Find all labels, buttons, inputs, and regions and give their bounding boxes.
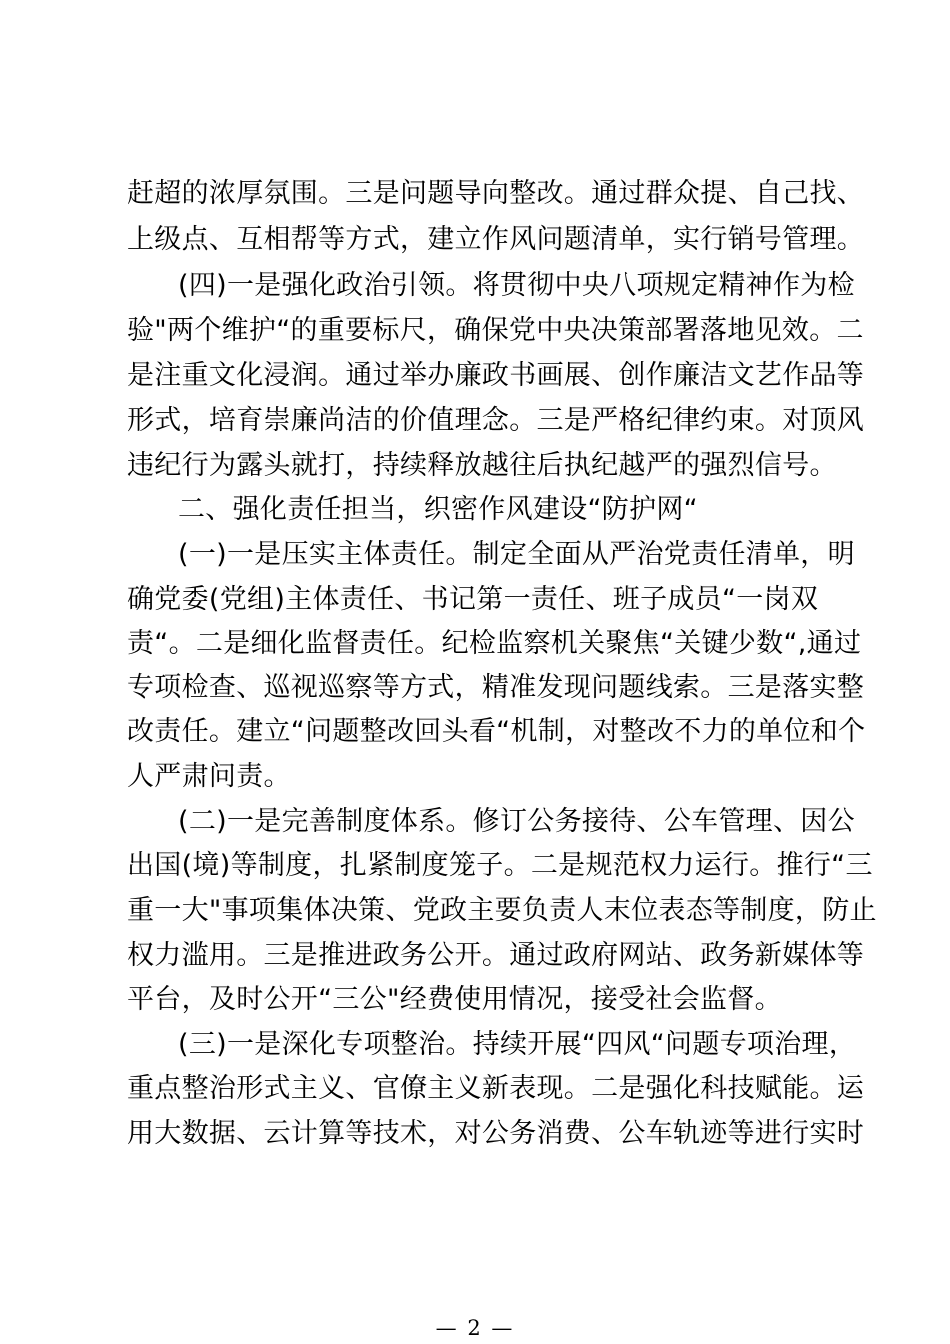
text-line: 形式，培育崇廉尚洁的价值理念。三是严格纪律约束。对顶风 [127, 405, 865, 436]
text-line: 专项检查、巡视巡察等方式，精准发现问题线索。三是落实整 [127, 672, 865, 703]
text-line: 改责任。建立“问题整改回头看“机制，对整改不力的单位和个 [127, 716, 866, 747]
text-line: 上级点、互相帮等方式，建立作风问题清单，实行销号管理。 [127, 224, 865, 255]
text-line: 重点整治形式主义、官僚主义新表现。二是强化科技赋能。运 [127, 1073, 865, 1104]
page-number: — 2 — [435, 1316, 515, 1340]
paragraph-start-line: (四)一是强化政治引领。将贯彻中央八项规定精神作为检 [178, 270, 855, 301]
text-line: 出国(境)等制度，扎紧制度笼子。二是规范权力运行。推行“三 [127, 850, 873, 881]
paragraph-start-line: (一)一是压实主体责任。制定全面从严治党责任清单，明 [178, 539, 855, 570]
text-line: 用大数据、云计算等技术，对公务消费、公车轨迹等进行实时 [127, 1118, 865, 1149]
text-line: 人严肃问责。 [127, 761, 291, 792]
text-line: 责“。二是细化监督责任。纪检监察机关聚焦“关键少数“,通过 [127, 628, 862, 659]
text-line: 验"两个维护“的重要标尺，确保党中央决策部署落地见效。二 [127, 315, 864, 346]
text-line: 是注重文化浸润。通过举办廉政书画展、创作廉洁文艺作品等 [127, 360, 865, 391]
section-heading: 二、强化责任担当，织密作风建设“防护网“ [178, 494, 698, 525]
text-line: 赶超的浓厚氛围。三是问题导向整改。通过群众提、自己找、 [127, 178, 865, 209]
paragraph-start-line: (二)一是完善制度体系。修订公务接待、公车管理、因公 [178, 806, 855, 837]
text-line: 违纪行为露头就打，持续释放越往后执纪越严的强烈信号。 [127, 450, 837, 481]
text-line: 确党委(党组)主体责任、书记第一责任、班子成员“一岗双 [127, 584, 819, 615]
text-line: 重一大"事项集体决策、党政主要负责人末位表态等制度，防止 [127, 895, 877, 926]
text-line: 权力滥用。三是推进政务公开。通过政府网站、政务新媒体等 [127, 940, 865, 971]
text-line: 平台，及时公开“三公"经费使用情况，接受社会监督。 [127, 984, 782, 1015]
paragraph-start-line: (三)一是深化专项整治。持续开展“四风“问题专项治理， [178, 1029, 857, 1060]
